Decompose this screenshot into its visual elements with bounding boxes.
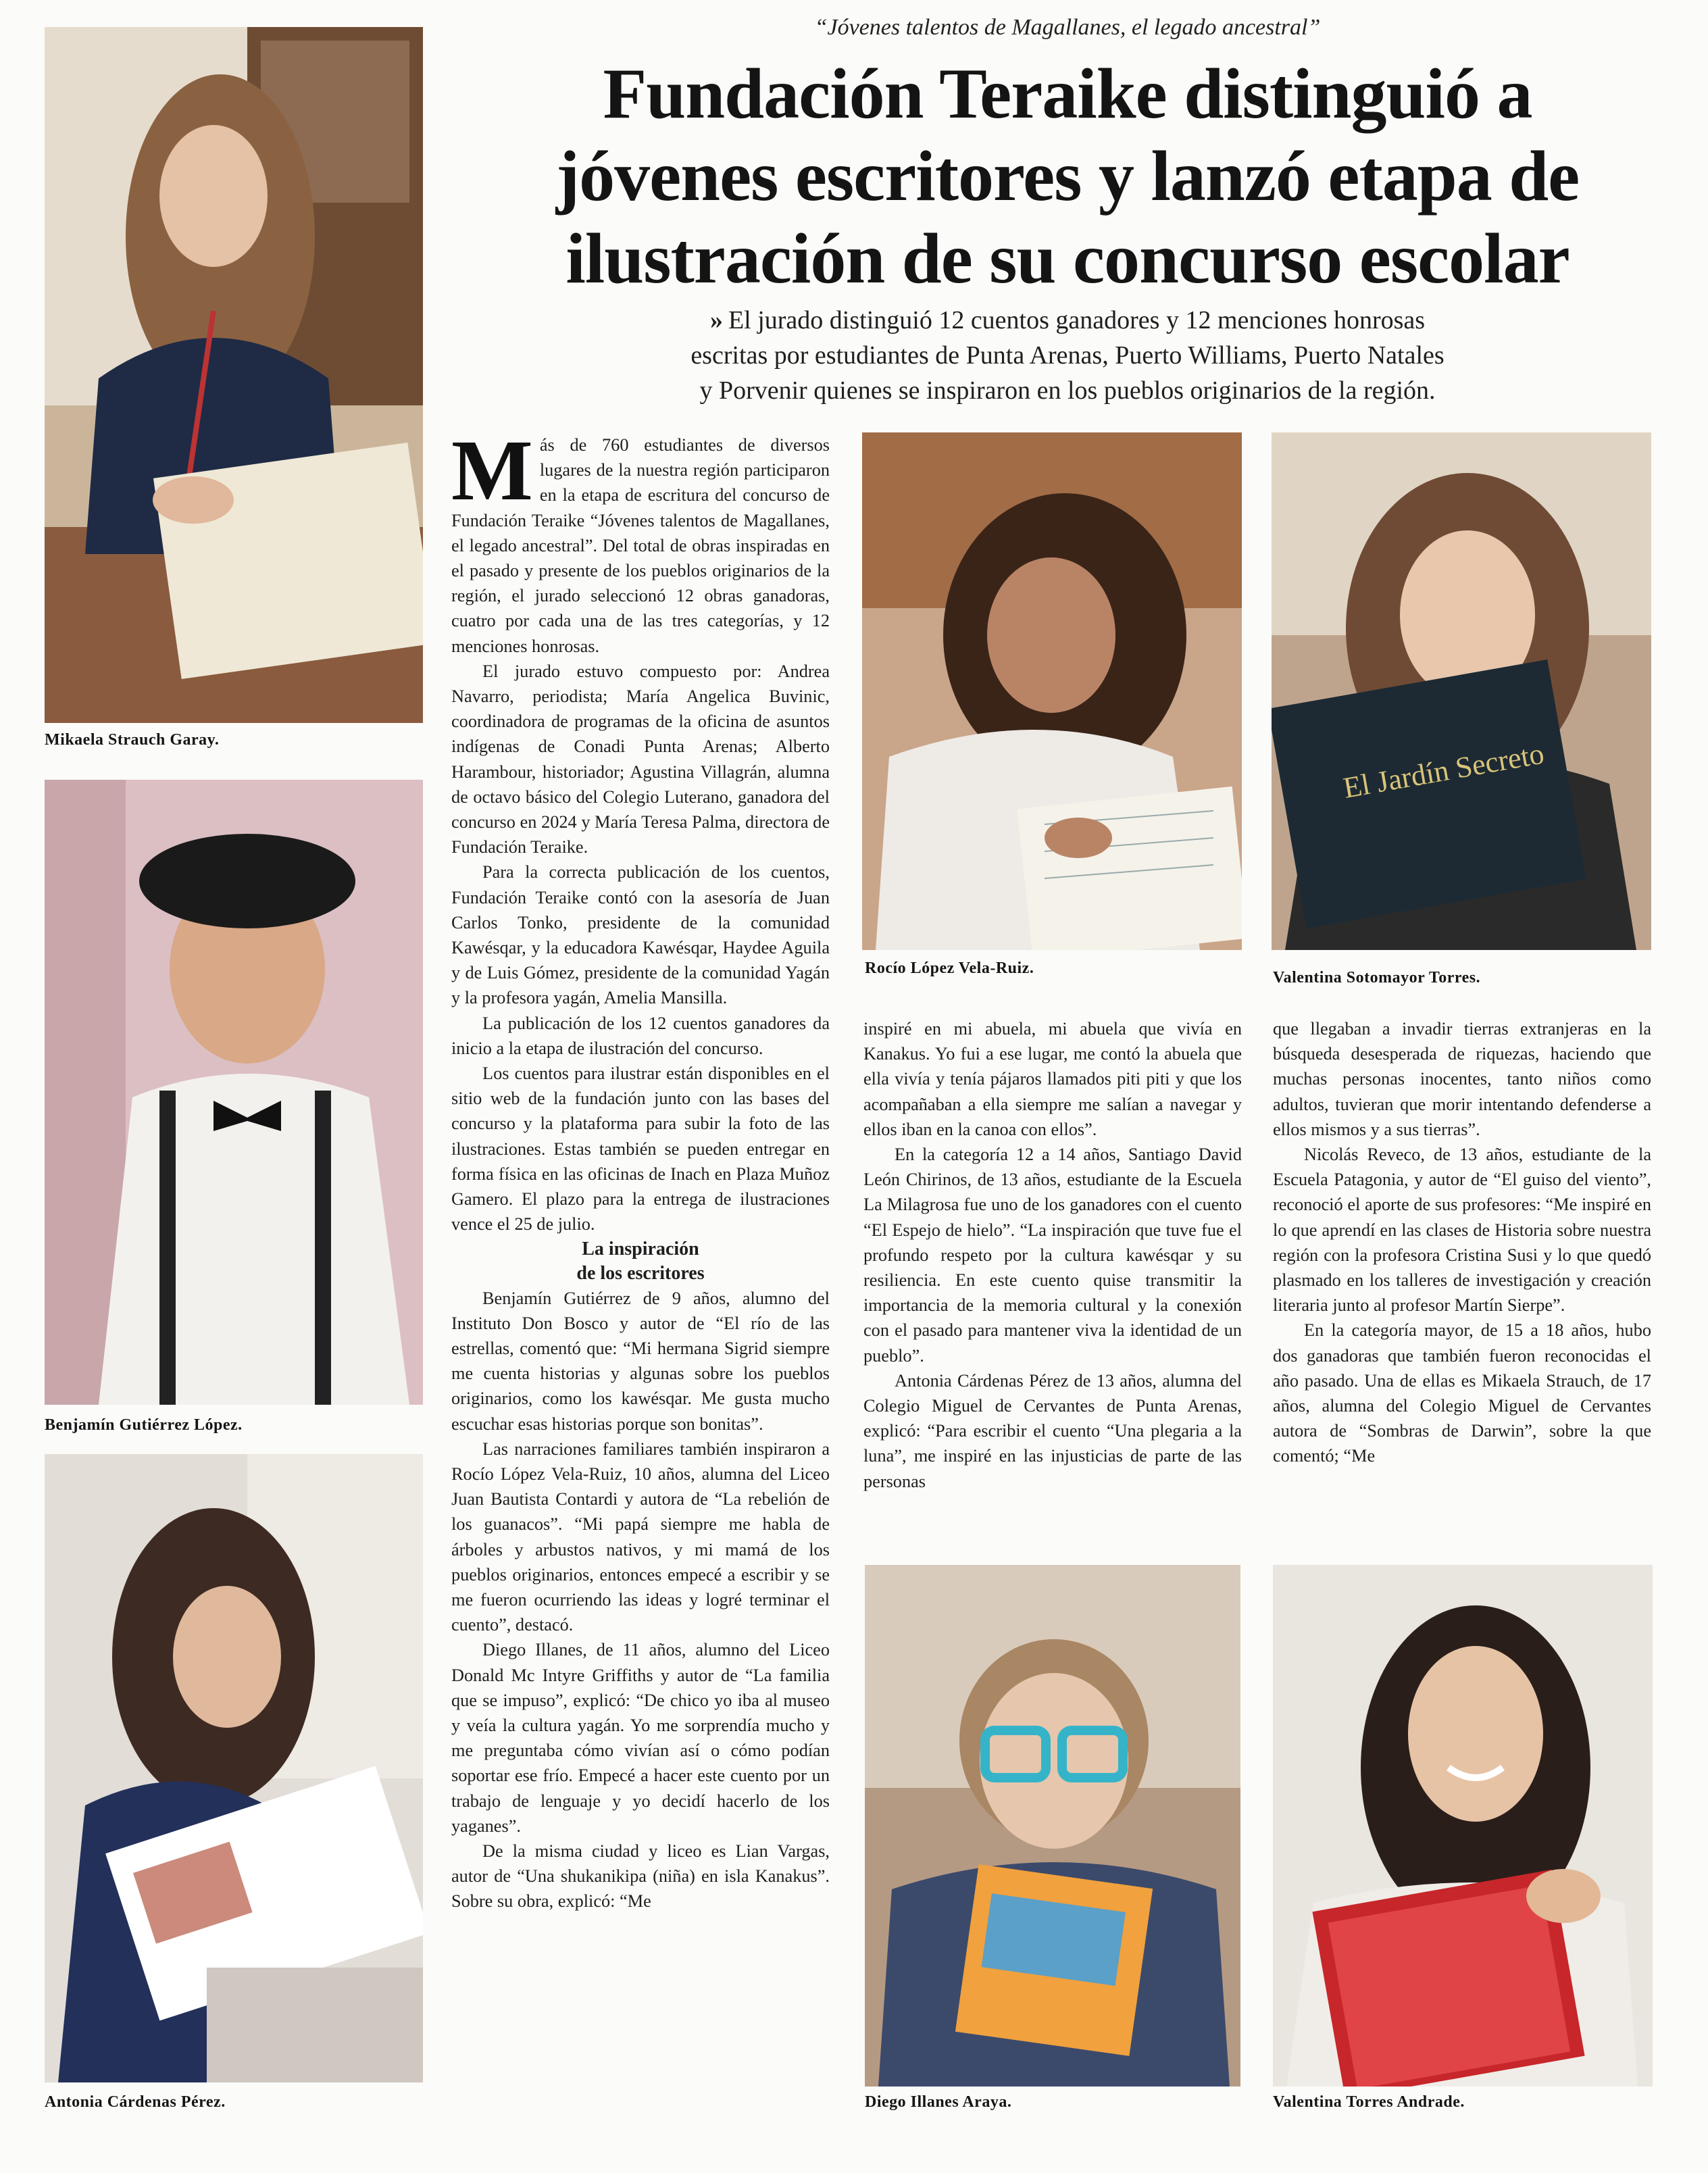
headline [446,53,1689,300]
drop-cap: M [451,422,533,518]
paragraph-advisors: Para la correcta publicación de los cuentos, Fundación Teraike contó con la asesoría de Juan Carlos Tonko, presidente de la comunidad Kawésqar, y la educadora Kawésqar, Haydee Aguila y de Luis Gómez, presidente de la comunidad Yagán y la profesora yagán, Amelia Mansilla. [451,862,830,1008]
caption-benjamin: Benjamín Gutiérrez López. [45,1416,243,1434]
deck-line-2: escritas por estudiantes de Punta Arenas, Puerto Williams, Puerto Natales [690,341,1445,370]
paragraph-publication: La publicación de los 12 cuentos ganadores da inicio a la etapa de ilustración del concurso. [451,1013,830,1058]
paragraph-rocio: Las narraciones familiares también inspiraron a Rocío López Vela-Ruiz, 10 años, alumna del Liceo Juan Bautista Contardi y autora de “La rebelión de los guanacos”. “Mi papá siempre me habla de árboles y arbustos nativos, y mi mamá de los pueblos originarios, entonces empecé a escribir y se me fueron ocurriendo las ideas y logré terminar el cuento”, destacó. [451,1439,830,1635]
paragraph-benjamin: Benjamín Gutiérrez de 9 años, alumno del Instituto Don Bosco y autor de “El río de las estrellas, comentó que: “Mi hermana Sigrid siempre me cuenta historias y algunas sobre los pueblos originarios, como los kawésqar. Me gusta mucho escuchar esas historias porque son bonitas”. [451,1288,830,1434]
photo-benjamin [45,780,423,1405]
caption-valentina-t: Valentina Torres Andrade. [1273,2093,1465,2111]
photo-mikaela [45,27,423,723]
paragraph-intro: ás de 760 estudiantes de diversos lugares de la nuestra región participaron en la etapa de escritura del concurso de Fundación Teraike “Jóvenes talentos de Magallanes, el legado ancestral”. Del total de obras inspiradas en el pasado y presente de los pueblos originarios de la región, el jurado seleccionó 12 obras ganadoras, cuatro por cada una de las tres categorías, y 12 menciones honrosas. [451,435,830,656]
subhead-inspiration: La inspiración de los escritores [576,1238,705,1284]
caption-diego: Diego Illanes Araya. [865,2093,1012,2111]
paragraph-santiago: En la categoría 12 a 14 años, Santiago David León Chirinos, de 13 años, estudiante de la Escuela La Milagrosa fue uno de los ganadores con el cuento “El Espejo de hielo”. “La inspiración que tuve fue el profundo respeto por la cultura kawésqar y su resiliencia. En este cuento quise transmitir la importancia de la memoria cultural y la conexión con el pasado para mantener viva la identidad de un pueblo”. [863,1145,1242,1366]
deck [554,303,1581,408]
paragraph-mikaela: En la categoría mayor, de 15 a 18 años, hubo dos ganadoras que también fueron reconocidas el año pasado. Una de ellas es Mikaela Strauch, de 17 años, alumna del Colegio Miguel de Cervantes autora de “Sombras de Darwin”, sobre la que comentó; “Me [1273,1320,1651,1466]
deck-line-3: y Porvenir quienes se inspiraron en los pueblos originarios de la región. [699,376,1436,405]
chevron-right-icon: » [709,306,723,334]
photo-valentina-s [1272,432,1651,950]
caption-mikaela: Mikaela Strauch Garay. [45,731,220,749]
photo-valentina-t [1273,1565,1653,2087]
paragraph-lian-cont: inspiré en mi abuela, mi abuela que vivía en Kanakus. Yo fui a ese lugar, me contó la abuela que ella vivía y tenía pájaros llamados piti piti y que los acompañaban a ella siempre me salían a navegar y ellos iban en la canoa con ellos”. [863,1019,1242,1139]
photo-rocio [862,432,1242,950]
headline-line-2: jóvenes escritores y lanzó etapa de [555,136,1580,216]
paragraph-diego: Diego Illanes, de 11 años, alumno del Liceo Donald Mc Intyre Griffiths y autor de “La familia que se impuso”, explicó: “De chico yo iba al museo y veía la cultura yagán. Yo me sorprendía mucho y me preguntaba cómo vivían así o cómo podían soportar ese frío. Empecé a hacer este cuento por un trabajo de lenguaje y yo decidí hacerlo de los yaganes”. [451,1640,830,1836]
kicker: “Jóvenes talentos de Magallanes, el legado ancestral” [814,15,1321,40]
caption-antonia: Antonia Cárdenas Pérez. [45,2093,226,2111]
article-column-3 [1273,1016,1651,1469]
paragraph-jury: El jurado estuvo compuesto por: Andrea Navarro, periodista; María Angelica Buvinic, coordinadora de programas de la oficina de asuntos indígenas de Conadi Punta Arenas; Alberto Harambour, historiador; Agustina Villagrán, alumna de octavo básico del Colegio Luterano, ganadora del concurso en 2024 y María Teresa Palma, directora de Fundación Teraike. [451,661,830,857]
paragraph-illustration: Los cuentos para ilustrar están disponibles en el sitio web de la fundación junto con las bases del concurso y la plataforma para subir la foto de las ilustraciones. Estas también se pueden entregar en forma física en las oficinas de Inach en Plaza Muñoz Gamero. El plazo para la entrega de ilustraciones vence el 25 de julio. [451,1064,830,1234]
deck-line-1: El jurado distinguió 12 cuentos ganadores y 12 menciones honrosas [728,306,1426,334]
article-column-1 [451,422,830,1914]
photo-antonia [45,1454,423,2082]
paragraph-antonia-cont: que llegaban a invadir tierras extranjeras en la búsqueda desesperada de riquezas, haciendo que muchas personas inocentes, tanto niños como adultos, tuvieran que morir intentando defenderse a ellos mismos y a sus tierras”. [1273,1019,1651,1139]
paragraph-lian: De la misma ciudad y liceo es Lian Vargas, autor de “Una shukanikipa (niña) en isla Kanakus”. Sobre su obra, explicó: “Me [451,1841,830,1912]
caption-rocio: Rocío López Vela-Ruiz. [865,959,1034,977]
book-cover-title: El Jardín Secreto [1340,736,1547,805]
headline-line-3: ilustración de su concurso escolar [566,219,1569,298]
article-column-2 [863,1016,1242,1494]
photo-diego [865,1565,1240,2087]
paragraph-antonia: Antonia Cárdenas Pérez de 13 años, alumna del Colegio Miguel de Cervantes de Punta Arenas, explicó: “Para escribir el cuento “Una plegaria a la luna”, me inspiré en las injusticias de parte de las personas [863,1370,1242,1491]
headline-line-1: Fundación Teraike distinguió a [603,54,1532,133]
paragraph-nicolas: Nicolás Reveco, de 13 años, estudiante de la Escuela Patagonia, y autor de “El guiso del viento”, reconoció el aporte de sus profesores: “Me inspiré en lo que aprendí en las clases de Historia sobre nuestra región con la profesora Cristina Susi y lo que quedó plasmado en los talleres de investigación y creación literaria junto al profesor Martín Sierpe”. [1273,1145,1651,1316]
caption-valentina-s: Valentina Sotomayor Torres. [1273,969,1481,986]
